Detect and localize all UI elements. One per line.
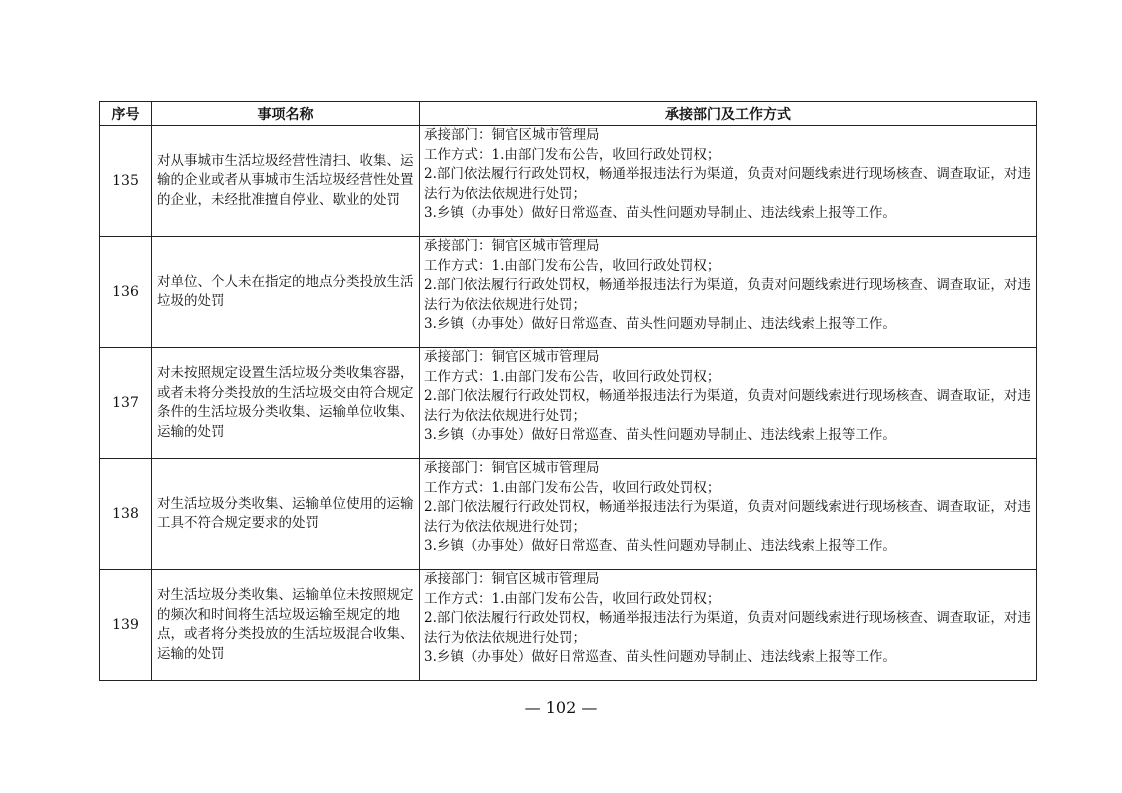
method-step-1: 工作方式：1.由部门发布公告，收回行政处罚权； xyxy=(424,368,721,385)
row-number: 139 xyxy=(100,570,152,681)
item-name: 对生活垃圾分类收集、运输单位未按照规定的频次和时间将生活垃圾运输至规定的地点，或者将分类投放的生活垃圾混合收集、运输的处罚 xyxy=(152,570,420,681)
header-dept-method: 承接部门及工作方式 xyxy=(420,102,1037,126)
table-row xyxy=(100,348,1037,459)
method-step-3: 3.乡镇（办事处）做好日常巡查、苗头性问题劝导制止、违法线索上报等工作。 xyxy=(424,316,896,332)
dept-method-cell xyxy=(420,459,1037,570)
row-number: 136 xyxy=(100,237,152,348)
dept-line: 承接部门：铜官区城市管理局 xyxy=(424,571,600,587)
method-step-1: 工作方式：1.由部门发布公告，收回行政处罚权； xyxy=(424,590,721,607)
method-step-3: 3.乡镇（办事处）做好日常巡查、苗头性问题劝导制止、违法线索上报等工作。 xyxy=(424,205,896,221)
method-step-2: 2.部门依法履行行政处罚权，畅通举报违法行为渠道，负责对问题线索进行现场核查、调查取证，对违法行为依法依规进行处罚； xyxy=(424,166,1031,202)
method-step-1: 工作方式：1.由部门发布公告，收回行政处罚权； xyxy=(424,257,721,274)
method-step-2: 2.部门依法履行行政处罚权，畅通举报违法行为渠道，负责对问题线索进行现场核查、调查取证，对违法行为依法依规进行处罚； xyxy=(424,610,1031,646)
method-step-2: 2.部门依法履行行政处罚权，畅通举报违法行为渠道，负责对问题线索进行现场核查、调查取证，对违法行为依法依规进行处罚； xyxy=(424,499,1031,535)
row-number: 138 xyxy=(100,459,152,570)
item-name: 对未按照规定设置生活垃圾分类收集容器，或者未将分类投放的生活垃圾交由符合规定条件的生活垃圾分类收集、运输单位收集、运输的处罚 xyxy=(152,348,420,459)
header-seq: 序号 xyxy=(100,102,152,126)
dept-line: 承接部门：铜官区城市管理局 xyxy=(424,460,600,476)
method-step-1: 工作方式：1.由部门发布公告，收回行政处罚权； xyxy=(424,146,721,163)
dept-method-cell xyxy=(420,126,1037,237)
method-step-3: 3.乡镇（办事处）做好日常巡查、苗头性问题劝导制止、违法线索上报等工作。 xyxy=(424,427,896,443)
dept-line: 承接部门：铜官区城市管理局 xyxy=(424,349,600,365)
item-name: 对从事城市生活垃圾经营性清扫、收集、运输的企业或者从事城市生活垃圾经营性处置的企业，未经批准擅自停业、歇业的处罚 xyxy=(152,126,420,237)
row-number: 137 xyxy=(100,348,152,459)
row-number: 135 xyxy=(100,126,152,237)
method-step-3: 3.乡镇（办事处）做好日常巡查、苗头性问题劝导制止、违法线索上报等工作。 xyxy=(424,649,896,665)
page-number: — 102 — xyxy=(524,698,598,717)
table-row xyxy=(100,126,1037,237)
table-row xyxy=(100,237,1037,348)
method-step-1: 工作方式：1.由部门发布公告，收回行政处罚权； xyxy=(424,479,721,496)
item-name: 对生活垃圾分类收集、运输单位使用的运输工具不符合规定要求的处罚 xyxy=(152,459,420,570)
method-step-3: 3.乡镇（办事处）做好日常巡查、苗头性问题劝导制止、违法线索上报等工作。 xyxy=(424,538,896,554)
dept-method-cell xyxy=(420,570,1037,681)
table-row xyxy=(100,459,1037,570)
header-item-name: 事项名称 xyxy=(152,102,420,126)
method-step-2: 2.部门依法履行行政处罚权，畅通举报违法行为渠道，负责对问题线索进行现场核查、调查取证，对违法行为依法依规进行处罚； xyxy=(424,277,1031,313)
table-header-row xyxy=(100,102,1037,126)
dept-method-cell xyxy=(420,348,1037,459)
items-table xyxy=(99,101,1037,681)
table-row xyxy=(100,570,1037,681)
dept-method-cell xyxy=(420,237,1037,348)
dept-line: 承接部门：铜官区城市管理局 xyxy=(424,127,600,143)
method-step-2: 2.部门依法履行行政处罚权，畅通举报违法行为渠道，负责对问题线索进行现场核查、调查取证，对违法行为依法依规进行处罚； xyxy=(424,388,1031,424)
dept-line: 承接部门：铜官区城市管理局 xyxy=(424,238,600,254)
item-name: 对单位、个人未在指定的地点分类投放生活垃圾的处罚 xyxy=(152,237,420,348)
